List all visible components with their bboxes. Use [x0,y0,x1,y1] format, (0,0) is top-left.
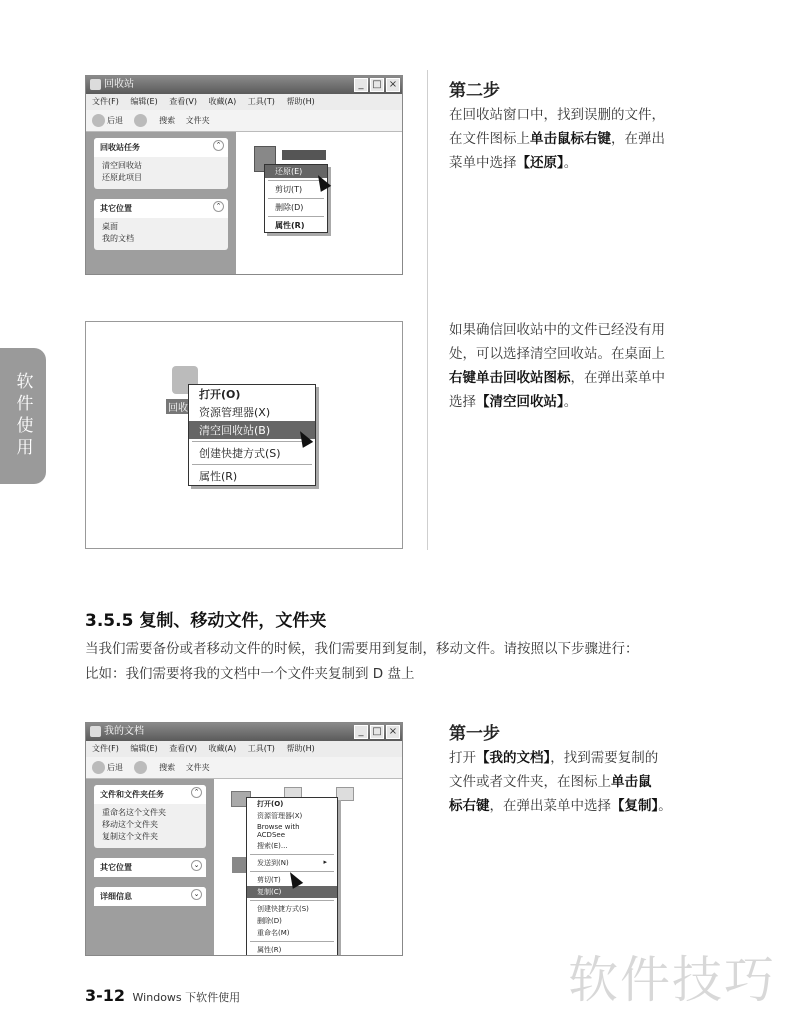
file-tasks-header[interactable] [94,785,206,804]
send-to-label: 发送到(N) [257,859,289,867]
other-places-header[interactable] [94,199,228,218]
task-pane [86,132,236,274]
step-1-heading: 第一步 [449,724,500,744]
folders-button[interactable] [186,110,210,132]
my-documents-link[interactable]: 我的文档 [102,234,134,243]
menu-edit[interactable]: 编辑(E) [130,97,158,106]
recycle-tasks-header[interactable] [94,138,228,157]
step-1-line-1b: 【我的文档】 [476,750,551,766]
empty-line-4b: 【清空回收站】 [476,394,564,410]
file-tasks-panel [94,785,206,848]
menu-separator [192,441,312,442]
details-panel [94,887,206,906]
menu-help[interactable]: 帮助(H) [286,97,315,106]
empty-line-3b: ，在弹出菜单中 [570,370,665,386]
column-divider [427,70,428,550]
empty-line-1: 如果确信回收站中的文件已经没有用 [449,322,665,338]
explorer-menu-item[interactable]: 资源管理器(X) [199,406,271,419]
back-label: 后退 [107,763,123,772]
restore-item-link[interactable]: 还原此项目 [102,173,142,182]
selected-file-label [282,150,326,160]
other-places-panel [94,199,228,250]
empty-line-3a: 右键单击回收站图标 [449,370,571,386]
desktop-context-screenshot [85,321,403,549]
menu-view[interactable]: 查看(V) [169,744,197,753]
move-folder-link[interactable]: 移动这个文件夹 [102,820,158,829]
copy-folder-link[interactable]: 复制这个文件夹 [102,832,158,841]
window-titlebar [86,723,402,741]
page-number: 3-12 [85,986,126,1005]
my-documents-screenshot [85,722,403,956]
details-title: 详细信息 [100,892,132,901]
create-shortcut-menu-item[interactable]: 创建快捷方式(S) [199,447,281,460]
menu-edit[interactable]: 编辑(E) [130,744,158,753]
step-2-text [449,103,709,175]
menu-separator [268,198,324,199]
open-menu-item[interactable]: 打开(O) [257,800,284,808]
delete-menu-item[interactable]: 删除(D) [257,917,282,925]
details-header[interactable] [94,887,206,906]
folders-label: 文件夹 [185,116,210,125]
desktop-link[interactable]: 桌面 [102,222,118,231]
empty-line-2: 处，可以选择清空回收站。在桌面上 [449,346,665,362]
forward-arrow-icon [134,114,147,127]
other-places-title: 其它位置 [100,204,132,213]
menu-tools[interactable]: 工具(T) [247,97,275,106]
step-1-line-3b: ，在弹出菜单中选择 [489,798,611,814]
other-places-title: 其它位置 [100,863,132,872]
menu-favorites[interactable]: 收藏(A) [208,97,237,106]
step-2-heading: 第二步 [449,81,500,101]
empty-line-4a: 选择 [449,394,476,410]
expand-chevron-icon[interactable]: ⌄ [191,860,202,871]
folders-label: 文件夹 [185,763,210,772]
back-button[interactable] [92,110,123,132]
back-button[interactable] [92,757,123,779]
explorer-menu-item[interactable]: 资源管理器(X) [257,812,303,820]
folders-button[interactable] [186,757,210,779]
task-pane [86,779,214,955]
empty-recycle-bin-link[interactable]: 清空回收站 [102,161,142,170]
empty-recycle-text [449,318,719,414]
file-tasks-title: 文件和文件夹任务 [100,790,164,799]
search-label: 搜索 [159,116,176,125]
delete-menu-item[interactable]: 删除(D) [275,203,304,212]
other-places-header[interactable] [94,858,206,877]
acdsee-menu-item[interactable]: Browse with ACDSee [257,823,300,839]
step-2-line-3c: 。 [563,155,578,171]
step-1-line-3d: 。 [658,798,672,814]
maximize-button[interactable]: □ [370,725,384,739]
section-title: 3.5.5 复制、移动文件，文件夹 [85,611,327,631]
step-2-line-1: 在回收站窗口中，找到误删的文件， [449,107,665,123]
watermark: 软件技巧 [568,951,776,1009]
window-title: 回收站 [104,79,134,90]
forward-button[interactable] [134,110,149,132]
recycle-tasks-title: 回收站任务 [100,143,140,152]
properties-menu-item[interactable]: 属性(R) [257,946,282,954]
search-menu-item[interactable]: 搜索(E)... [257,842,288,850]
minimize-button[interactable]: _ [354,725,368,739]
menu-bar [86,741,402,757]
step-1-line-2a: 文件或者文件夹，在图标上 [449,774,611,790]
forward-button[interactable] [134,757,149,779]
back-arrow-icon [92,114,105,127]
other-places-panel [94,858,206,877]
empty-line-4c: 。 [563,394,578,410]
step-2-line-2a: 在文件图标上 [449,131,530,147]
properties-menu-item[interactable]: 属性(R) [275,221,305,230]
submenu-arrow-icon: ▸ [323,858,327,866]
copy-menu-item[interactable]: 复制(C) [247,886,337,898]
create-shortcut-menu-item[interactable]: 创建快捷方式(S) [257,905,309,913]
step-2-line-3b: 【还原】 [516,155,564,171]
search-button[interactable] [159,110,175,132]
folder-item-icon[interactable] [336,787,354,801]
menu-separator [250,854,334,855]
folder-icon [90,726,101,737]
step-1-line-3a: 标右键 [449,798,490,814]
menu-separator [250,941,334,942]
expand-chevron-icon[interactable]: ⌄ [191,889,202,900]
section-intro-line-1: 当我们需要备份或者移动文件的时候，我们需要用到复制，移动文件。请按照以下步骤进行： [85,641,639,657]
close-button[interactable]: × [386,78,400,92]
menu-favorites[interactable]: 收藏(A) [208,744,237,753]
footer-text: Windows 下软件使用 [132,991,241,1004]
step-1-line-3c: 【复制】 [611,798,659,814]
rename-menu-item[interactable]: 重命名(M) [257,929,290,937]
empty-recycle-bin-menu-item[interactable]: 清空回收站(B) [189,421,315,439]
menu-tools[interactable]: 工具(T) [247,744,275,753]
section-intro-line-2: 比如：我们需要将我的文档中一个文件夹复制到 D 盘上 [85,666,415,682]
menu-separator [192,464,312,465]
toolbar [86,757,402,779]
window-title: 我的文档 [104,726,144,737]
rename-folder-link[interactable]: 重命名这个文件夹 [102,808,166,817]
menu-file[interactable]: 文件(F) [92,97,119,106]
window-titlebar [86,76,402,94]
recycle-bin-icon-label: 回收 [166,399,190,414]
menu-file[interactable]: 文件(F) [92,744,119,753]
collapse-chevron-icon[interactable]: ⌃ [191,787,202,798]
restore-menu-item[interactable]: 还原(E) [265,165,327,178]
step-2-line-2c: ，在弹出 [611,131,665,147]
search-button[interactable] [159,757,175,779]
collapse-chevron-icon[interactable]: ⌃ [213,140,224,151]
forward-arrow-icon [134,761,147,774]
collapse-chevron-icon[interactable]: ⌃ [213,201,224,212]
step-1-text [449,746,719,818]
properties-menu-item[interactable]: 属性(R) [199,470,238,483]
toolbar [86,110,402,132]
step-2-line-3a: 菜单中选择 [449,155,517,171]
search-label: 搜索 [159,763,176,772]
menu-separator [250,900,334,901]
chapter-side-tab-label: 软件使用 [12,372,33,460]
recycle-bin-screenshot [85,75,403,275]
page-footer [85,986,240,1005]
back-label: 后退 [107,116,123,125]
back-arrow-icon [92,761,105,774]
step-2-line-2b: 单击鼠标右键 [530,131,611,147]
send-to-menu-item[interactable] [247,857,337,869]
cut-menu-item[interactable]: 剪切(T) [275,185,303,194]
menu-help[interactable]: 帮助(H) [286,744,315,753]
chapter-side-tab [0,348,46,484]
maximize-button[interactable]: □ [370,78,384,92]
menu-bar [86,94,402,110]
close-button[interactable]: × [386,725,400,739]
open-menu-item[interactable]: 打开(O) [199,388,241,401]
recycle-bin-icon [90,79,101,90]
menu-separator [268,216,324,217]
step-1-line-1a: 打开 [449,750,476,766]
step-1-line-2b: 单击鼠 [611,774,652,790]
step-1-line-1c: ，找到需要复制的 [550,750,659,766]
cut-menu-item[interactable]: 剪切(T) [257,876,281,884]
minimize-button[interactable]: _ [354,78,368,92]
menu-view[interactable]: 查看(V) [169,97,197,106]
recycle-tasks-panel [94,138,228,189]
